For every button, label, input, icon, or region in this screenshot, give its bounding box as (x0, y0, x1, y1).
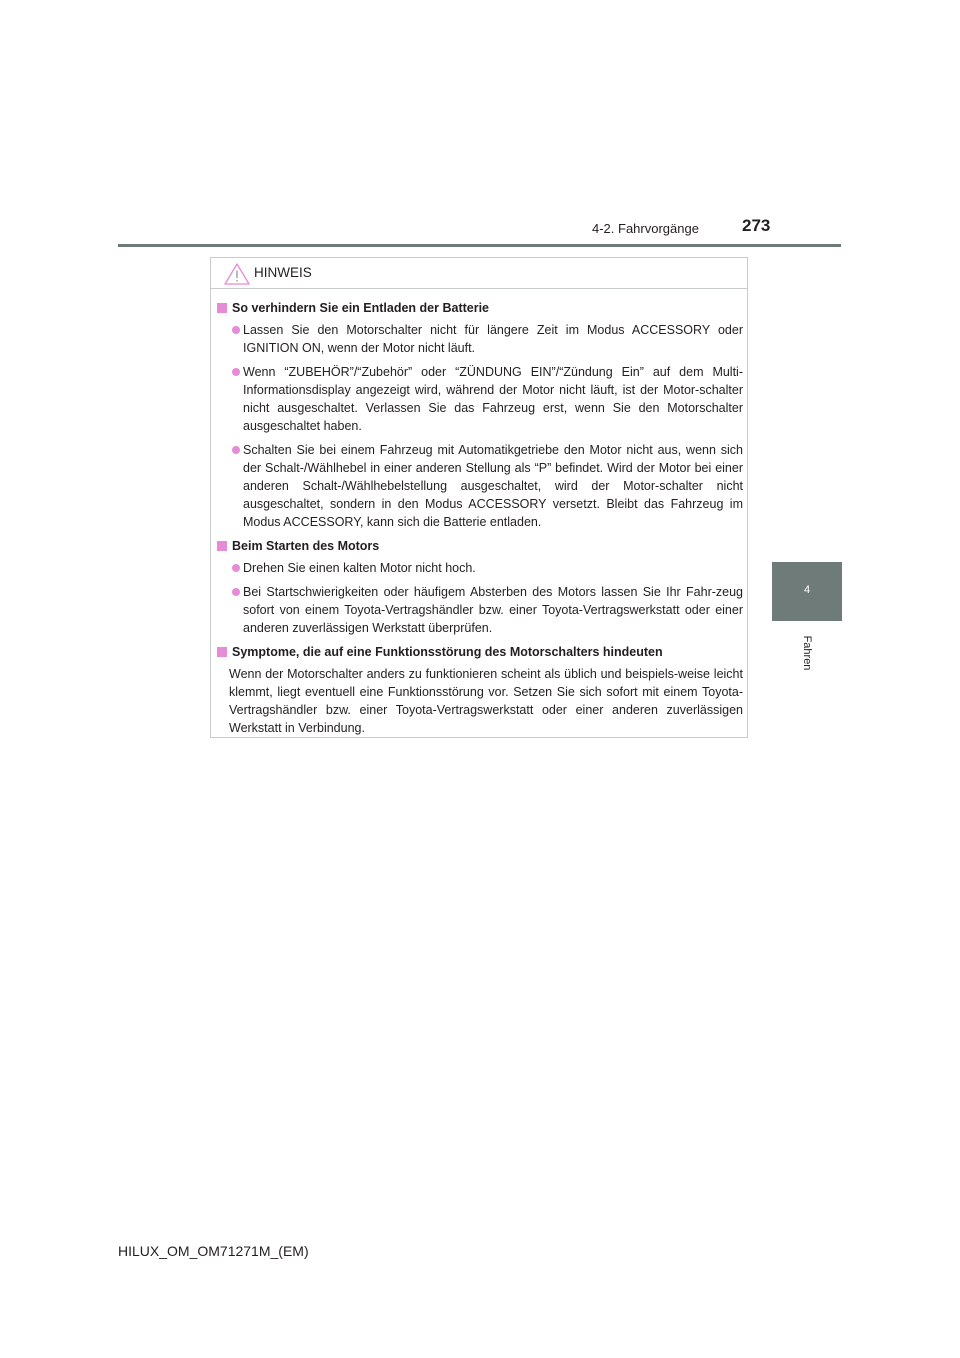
topic-heading (217, 299, 743, 317)
notice-body (217, 299, 743, 737)
section-title: 4-2. Fahrvorgänge (592, 221, 699, 236)
topic-heading (217, 537, 743, 555)
list-item-text: Schalten Sie bei einem Fahrzeug mit Automatikgetriebe den Motor nicht aus, wenn sich der Schalt-/Wählhebel in einer anderen Stellung als “P” befindet. Wird der Motor bei einer anderen Schalt-/Wählhebelstellung ausgeschaltet, wird der Motor-schalter nicht ausgeschaltet, sondern in den Modus ACCESSORY versetzt. Bleibt das Fahrzeug im Modus ACCESSORY, kann sich die Batterie entladen. (243, 443, 743, 529)
square-bullet-icon (217, 541, 227, 551)
notice-header (211, 258, 747, 289)
notice-title: HINWEIS (254, 265, 312, 280)
square-bullet-icon (217, 647, 227, 657)
list-item-text: Lassen Sie den Motorschalter nicht für längere Zeit im Modus ACCESSORY oder IGNITION ON, wenn der Motor nicht läuft. (243, 323, 743, 355)
circle-bullet-icon (232, 588, 240, 596)
topic-paragraph: Wenn der Motorschalter anders zu funktionieren scheint als üblich und beispiels-weise leicht klemmt, liegt eventuell eine Funktionsstörung vor. Setzen Sie sich sofort mit einem Toyota-Vertragshändler bzw. einer Toyota-Vertragswerkstatt oder einer anderen zuverlässigen Werkstatt in Verbindung. (229, 667, 743, 735)
list-item (217, 441, 743, 531)
square-bullet-icon (217, 303, 227, 313)
warning-triangle-icon (224, 263, 250, 285)
header-divider (118, 244, 841, 247)
list-item-text: Wenn “ZUBEHÖR”/“Zubehör” oder “ZÜNDUNG EIN”/“Zündung Ein” auf dem Multi-Informationsdisplay angezeigt wird, während der Motor nicht läuft, ist der Motor-schalter nicht ausgeschaltet. Verlassen Sie das Fahrzeug erst, wenn Sie den Motorschalter ausgeschaltet haben. (243, 365, 743, 433)
circle-bullet-icon (232, 564, 240, 572)
list-item-text: Drehen Sie einen kalten Motor nicht hoch. (243, 561, 476, 575)
circle-bullet-icon (232, 326, 240, 334)
list-item (217, 583, 743, 637)
chapter-label-text: Fahren (801, 635, 813, 671)
chapter-tab[interactable] (772, 562, 842, 621)
chapter-number: 4 (803, 584, 811, 596)
list-item-text: Bei Startschwierigkeiten oder häufigem Absterben des Motors lassen Sie Ihr Fahr-zeug sofort von einem Toyota-Vertragshändler bzw. einer Toyota-Vertragswerkstatt oder einer anderen zuverlässigen Werkstatt überprüfen. (243, 585, 743, 635)
topic-heading (217, 643, 743, 661)
chapter-label (784, 630, 830, 676)
circle-bullet-icon (232, 368, 240, 376)
topic-heading-text: Beim Starten des Motors (232, 539, 380, 553)
list-item (217, 363, 743, 435)
topic-heading-text: Symptome, die auf eine Funktionsstörung des Motorschalters hindeuten (232, 645, 663, 659)
circle-bullet-icon (232, 446, 240, 454)
list-item (217, 321, 743, 357)
topic-heading-text: So verhindern Sie ein Entladen der Batterie (232, 301, 490, 315)
document-code: HILUX_OM_OM71271M_(EM) (118, 1243, 309, 1259)
notice-box (210, 257, 748, 738)
list-item (217, 559, 743, 577)
page-number: 273 (742, 216, 771, 235)
